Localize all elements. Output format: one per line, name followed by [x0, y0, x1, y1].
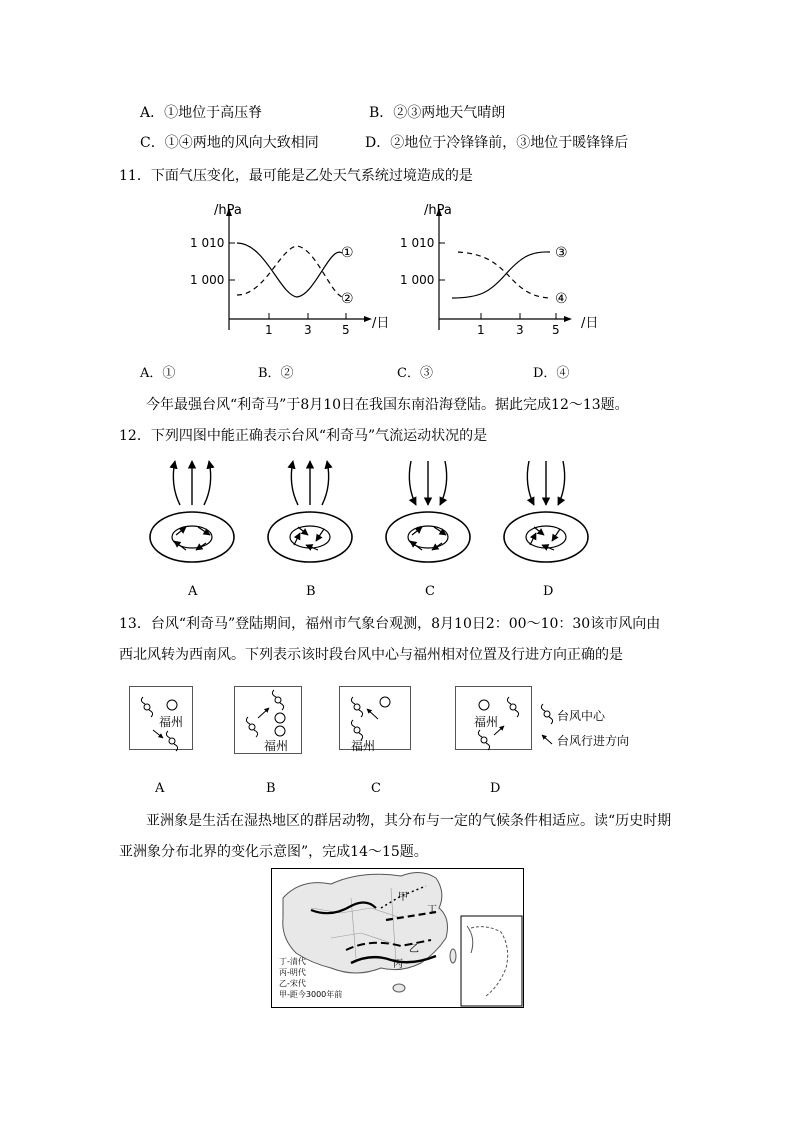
- q11-right-x-unit: /日: [581, 316, 599, 331]
- city-marker-icon: [275, 726, 285, 736]
- q11-left-x-unit: /日: [372, 316, 390, 331]
- map-label-jia: 甲: [398, 892, 408, 903]
- intro-14-15-line1: 亚洲象是生活在湿热地区的群居动物，其分布与一定的气候条件相适应。读“历史时期: [146, 813, 672, 829]
- q12-label-a: A: [188, 584, 198, 599]
- map-drawing: [271, 868, 523, 1007]
- city-marker-icon: [380, 697, 390, 707]
- q11-left-y-tick-1010: 1 010: [190, 236, 225, 250]
- city-marker-icon: [275, 713, 285, 723]
- q11-left-series-1-label: ①: [341, 245, 354, 261]
- q11-stem: 11．下面气压变化，最可能是乙处天气系统过境造成的是: [119, 168, 473, 184]
- q13-stem-line1: 13．台风“利奇马”登陆期间，福州市气象台观测，8月10日2：00～10：30该市风向由: [119, 616, 661, 632]
- intro-14-15-line2: 亚洲象分布北界的变化示意图”，完成14～15题。: [119, 844, 428, 860]
- q12-label-b: B: [306, 584, 316, 599]
- q11-left-x-tick-5: 5: [342, 323, 350, 337]
- map-legend-jia: 甲-距今3000年前: [279, 990, 343, 999]
- map-legend-bing: 丙-明代: [279, 968, 306, 977]
- q13-stem-line2: 西北风转为西南风。下列表示该时段台风中心与福州相对位置及行进方向正确的是: [119, 647, 623, 663]
- legend-direction-arrow-icon: [542, 735, 552, 744]
- q13-label-a: A: [155, 781, 165, 796]
- q12-stem: 12．下列四图中能正确表示台风“利奇马”气流运动状况的是: [119, 428, 488, 444]
- typhoon-center-icon: [351, 697, 362, 717]
- typhoon-center-icon: [246, 717, 257, 737]
- q11-right-series-3-label: ③: [555, 245, 568, 261]
- q10-option-b: B．②③两地天气晴朗: [369, 105, 506, 121]
- q11-left-x-tick-3: 3: [304, 323, 312, 337]
- q13-city-label-c: 福州: [351, 739, 376, 753]
- map-label-ding: 丁: [427, 905, 437, 916]
- q12-label-d: D: [543, 584, 554, 599]
- q13-label-d: D: [490, 781, 501, 796]
- q11-right-y-unit: /hPa: [424, 203, 452, 218]
- q11-option-a: A．①: [140, 366, 176, 381]
- q13-legend-direction: 台风行进方向: [557, 734, 630, 748]
- city-marker-icon: [479, 700, 489, 710]
- map-label-bing: 丙: [393, 959, 403, 970]
- map-legend-ding: 丁-清代: [279, 957, 306, 966]
- city-marker-icon: [167, 700, 177, 710]
- typhoon-direction-arrow-icon: [258, 708, 269, 718]
- q11-right-x-tick-1: 1: [477, 323, 485, 337]
- q10-option-d: D．②地位于冷锋锋前，③地位于暖锋锋后: [365, 135, 629, 151]
- q13-label-b: B: [266, 781, 276, 796]
- q11-left-series-2-label: ②: [341, 291, 354, 307]
- q13-label-c: C: [371, 781, 381, 796]
- typhoon-center-icon: [272, 690, 283, 710]
- q10-option-c: C．①④两地的风向大致相同: [140, 135, 319, 151]
- q11-left-x-tick-1: 1: [265, 323, 273, 337]
- typhoon-center-icon: [507, 697, 518, 717]
- q12-label-c: C: [425, 584, 435, 599]
- q11-right-x-tick-3: 3: [516, 323, 524, 337]
- q13-legend-center: 台风中心: [557, 709, 606, 723]
- typhoon-direction-arrow-icon: [367, 709, 378, 719]
- hainan-island: [393, 984, 405, 992]
- q10-option-a: A．①地位于高压脊: [140, 105, 263, 121]
- q11-left-y-tick-1000: 1 000: [190, 273, 225, 287]
- q11-option-c: C．③: [397, 366, 433, 381]
- q11-option-b: B．②: [258, 366, 294, 381]
- typhoon-center-icon: [141, 697, 152, 717]
- typhoon-direction-arrow-icon: [153, 730, 163, 738]
- q11-left-y-unit: /hPa: [214, 203, 242, 218]
- q11-right-series-4-label: ④: [555, 291, 568, 307]
- q11-right-x-tick-5: 5: [552, 323, 560, 337]
- intro-12-13: 今年最强台风“利奇马”于8月10日在我国东南沿海登陆。据此完成12～13题。: [146, 397, 629, 413]
- legend-typhoon-center-icon: [541, 704, 552, 724]
- q11-right-y-tick-1000: 1 000: [400, 273, 435, 287]
- map-label-yi: 乙: [409, 944, 419, 955]
- map-legend-yi: 乙-宋代: [279, 979, 306, 988]
- south-china-sea-inset: [461, 916, 522, 1006]
- q11-right-y-tick-1010: 1 010: [400, 236, 435, 250]
- taiwan-island: [450, 949, 456, 963]
- typhoon-center-icon: [166, 731, 177, 751]
- q13-city-label-b: 福州: [264, 739, 289, 753]
- q13-city-label-d: 福州: [474, 715, 499, 729]
- typhoon-center-icon: [478, 730, 489, 750]
- q11-option-d: D．④: [533, 366, 570, 381]
- q13-city-label-a: 福州: [159, 715, 184, 729]
